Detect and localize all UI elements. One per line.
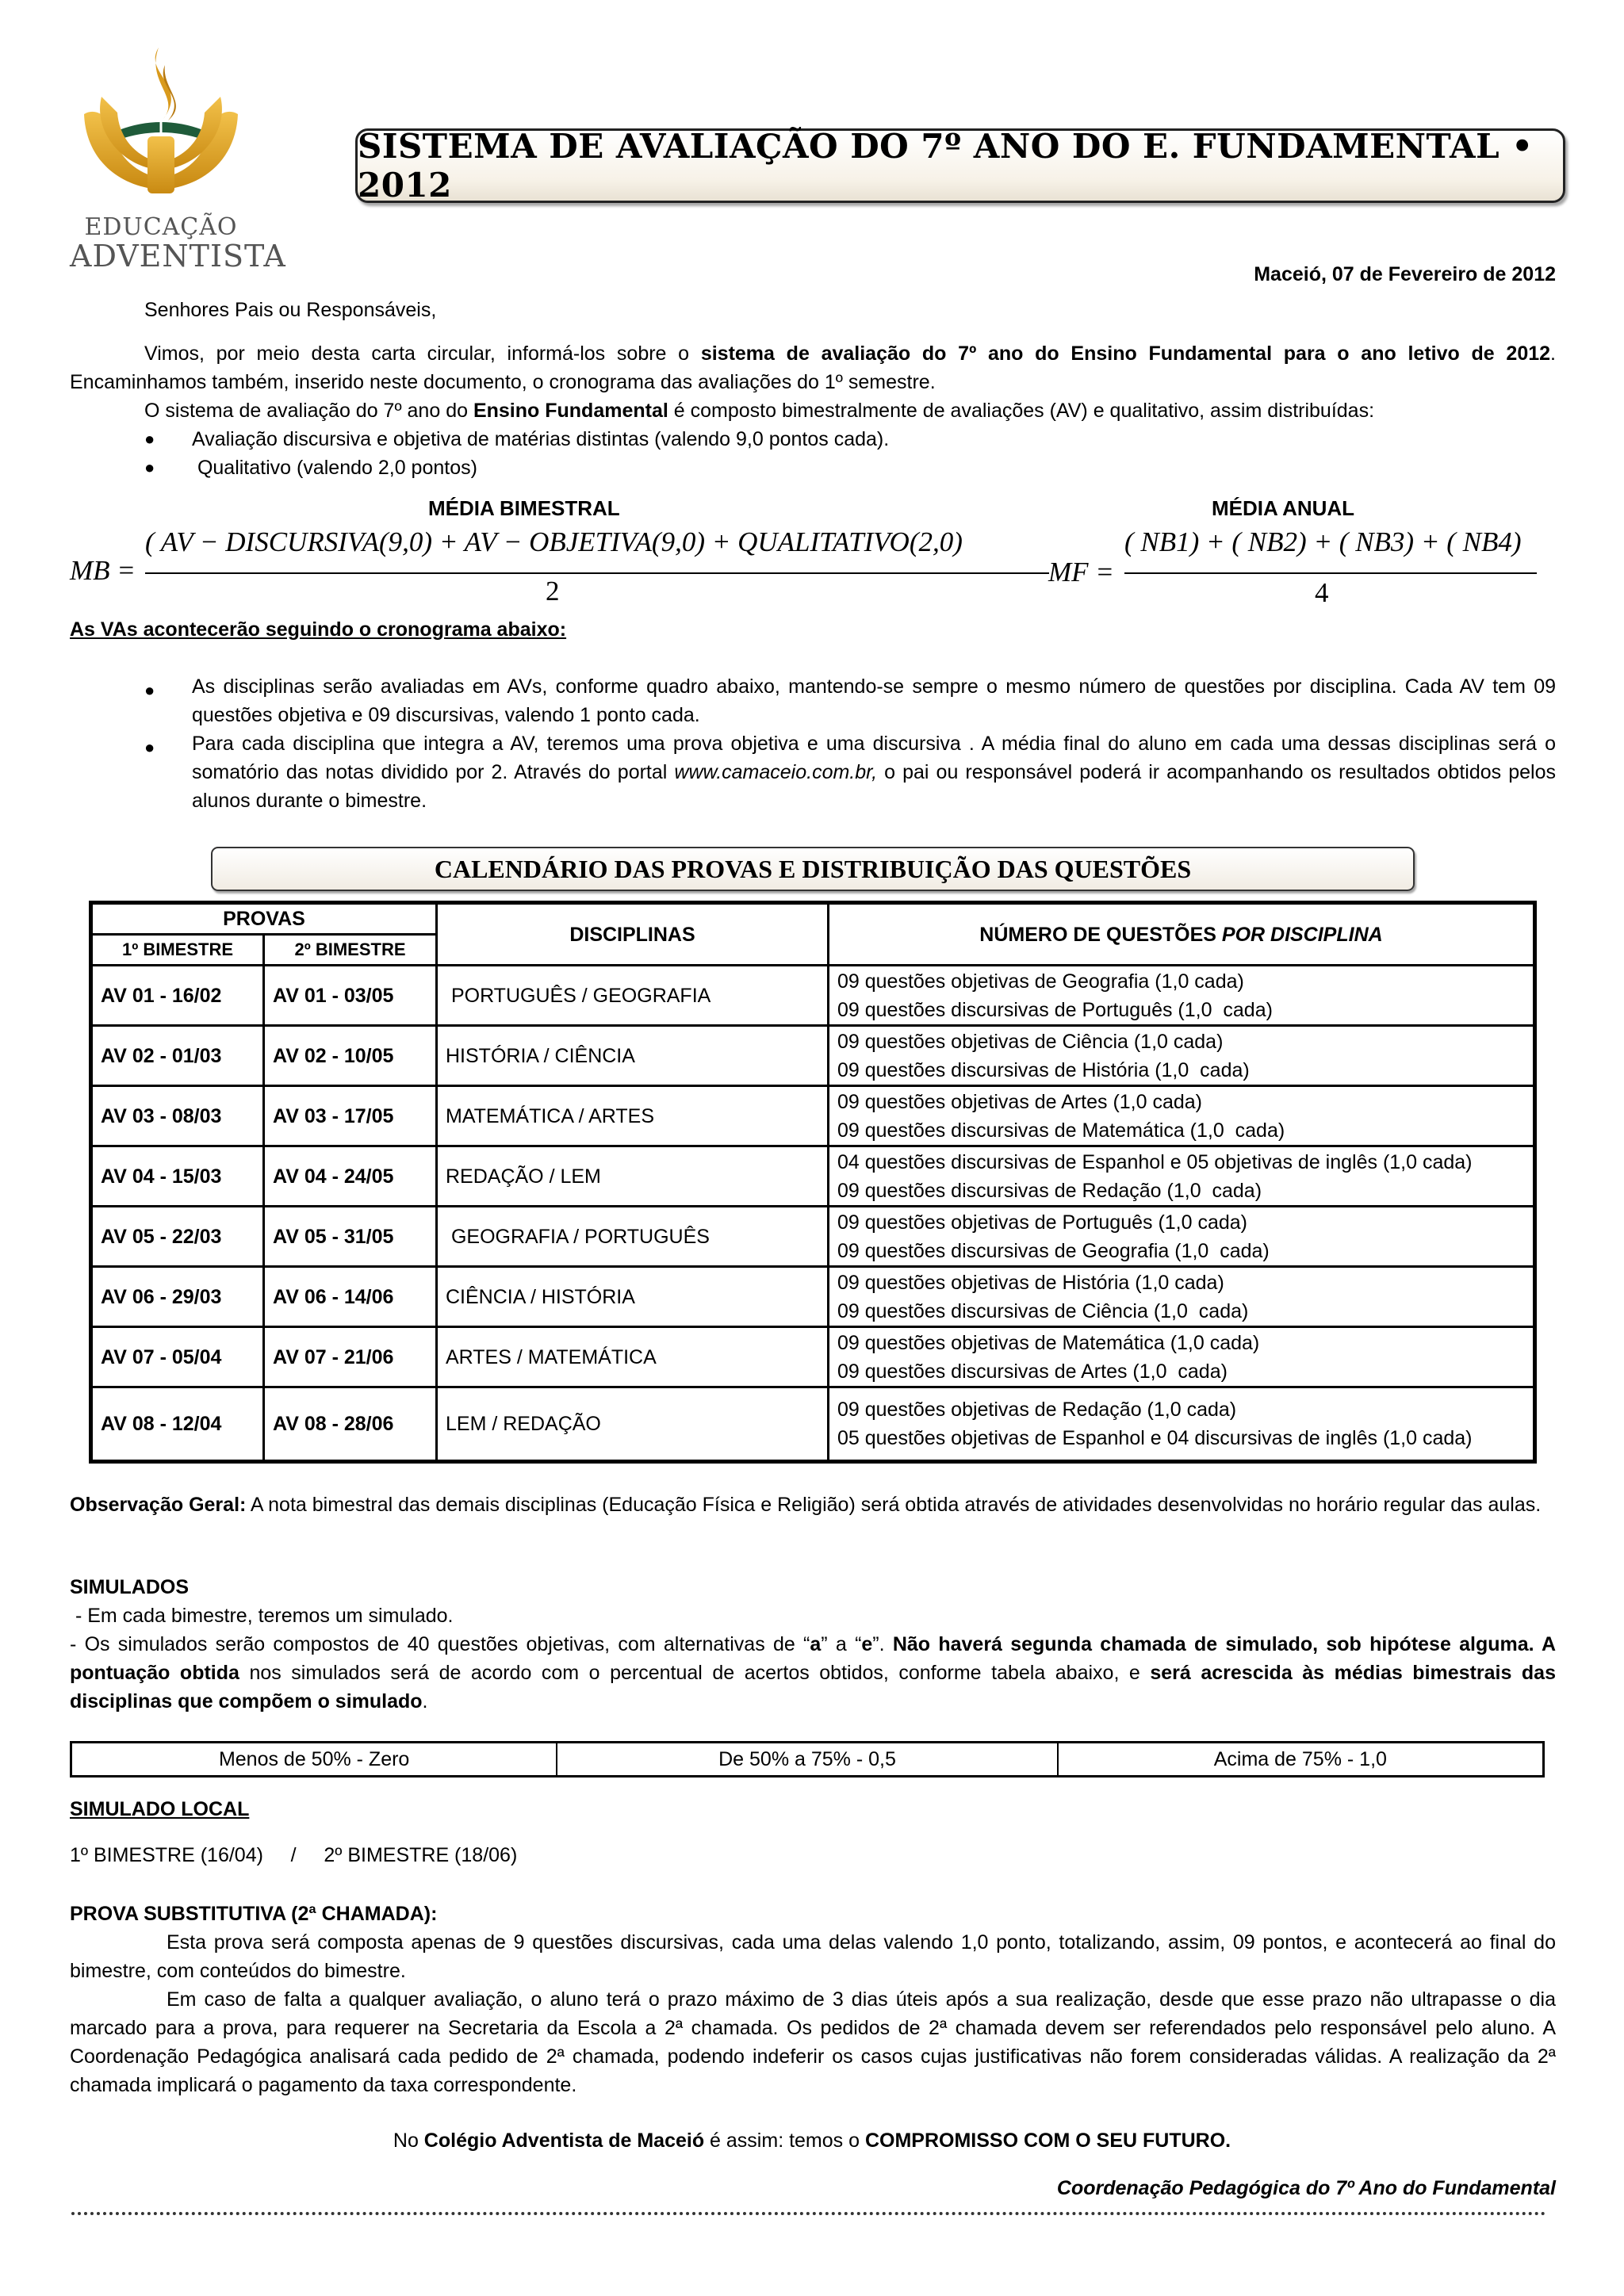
simulados-line-1 xyxy=(70,1601,454,1630)
formula-mf-lhs: MF = xyxy=(1048,557,1114,587)
questoes-line: 09 questões discursivas de Geografia (1,0 cada) xyxy=(837,1239,1270,1262)
intro-paragraph-1 xyxy=(70,339,1556,396)
formula-media-anual xyxy=(1048,526,1556,610)
bullet-icon: ● xyxy=(144,457,155,477)
questoes-line: 09 questões objetivas de História (1,0 cada) xyxy=(837,1271,1224,1294)
signature: Coordenação Pedagógica do 7º Ano do Fundamental xyxy=(1056,2177,1556,2199)
media-anual-title: MÉDIA ANUAL xyxy=(1212,496,1355,520)
exam-calendar-table xyxy=(89,901,1537,1464)
questoes-line: 09 questões discursivas de Português (1,0 cada) xyxy=(837,998,1273,1021)
intro-paragraph-2 xyxy=(144,396,1556,425)
cell-numero-questoes xyxy=(829,1026,1535,1086)
questoes-line: 09 questões discursivas de Redação (1,0 cada) xyxy=(837,1179,1262,1202)
header-provas: PROVAS xyxy=(91,903,437,935)
document-title: SISTEMA DE AVALIAÇÃO DO 7º ANO DO E. FUNDAMENTAL • 2012 xyxy=(355,128,1565,203)
cell-disciplinas: PORTUGUÊS / GEOGRAFIA xyxy=(437,966,829,1026)
simulado-local-heading: SIMULADO LOCAL xyxy=(70,1798,250,1820)
sim-text-end: . xyxy=(422,1690,428,1712)
fraction-line xyxy=(1124,572,1537,574)
cell-2-bimestre: AV 06 - 14/06 xyxy=(264,1267,437,1327)
score-range-mid: De 50% a 75% - 0,5 xyxy=(557,1743,1057,1777)
questoes-line: 09 questões discursivas de História (1,0 cada) xyxy=(837,1058,1250,1081)
formula-mf-denominator: 4 xyxy=(1315,577,1329,608)
sim-bold-e: e xyxy=(861,1633,873,1655)
cell-numero-questoes xyxy=(829,1146,1535,1207)
educacao-adventista-logo xyxy=(70,41,286,274)
cell-1-bimestre: AV 03 - 08/03 xyxy=(91,1086,264,1146)
table-row xyxy=(91,1267,1535,1327)
cell-2-bimestre: AV 04 - 24/05 xyxy=(264,1146,437,1207)
sim-text-d: nos simulados será de acordo com o percentual de acertos obtidos, conforme tabela abaixo, e xyxy=(239,1662,1151,1684)
cell-numero-questoes xyxy=(829,1086,1535,1146)
closing-school: Colégio Adventista de Maceió xyxy=(423,2130,705,2152)
sim-bold-2: será acrescida às médias bimestrais das disciplinas que compõem o simulado xyxy=(70,1662,1556,1712)
greeting: Senhores Pais ou Responsáveis, xyxy=(144,299,437,321)
sim-text-a: - Os simulados serão compostos de 40 questões objetivas, com alternativas de “ xyxy=(70,1633,810,1655)
logo-text-top: EDUCAÇÃO xyxy=(84,213,238,241)
cell-1-bimestre: AV 08 - 12/04 xyxy=(91,1387,264,1462)
simulado-score-table xyxy=(70,1741,1545,1777)
portal-link[interactable]: www.camaceio.com.br, xyxy=(674,761,878,783)
questoes-line: 09 questões discursivas de Artes (1,0 cada) xyxy=(837,1360,1228,1383)
questoes-line: 09 questões objetivas de Ciência (1,0 cada) xyxy=(837,1030,1224,1053)
formula-mb-lhs: MB = xyxy=(70,555,136,586)
cell-2-bimestre: AV 05 - 31/05 xyxy=(264,1207,437,1267)
logo-text-bottom: ADVENTISTA xyxy=(70,239,286,274)
sim-bold-a: a xyxy=(810,1633,822,1655)
cell-2-bimestre: AV 02 - 10/05 xyxy=(264,1026,437,1086)
fraction-line xyxy=(145,572,1049,574)
cell-disciplinas: MATEMÁTICA / ARTES xyxy=(437,1086,829,1146)
header-2-bimestre: 2º BIMESTRE xyxy=(264,935,437,966)
dotted-divider xyxy=(71,2212,1546,2215)
cell-numero-questoes xyxy=(829,1207,1535,1267)
date-line: Maceió, 07 de Fevereiro de 2012 xyxy=(1254,263,1556,285)
header-numero-italic: POR DISCIPLINA xyxy=(1221,923,1383,946)
cell-numero-questoes xyxy=(829,966,1535,1026)
intro-bold: sistema de avaliação do 7º ano do Ensino Fundamental para o ano letivo de 2012 xyxy=(700,342,1551,365)
questoes-line: 09 questões objetivas de Redação (1,0 cada) xyxy=(837,1399,1237,1421)
cell-1-bimestre: AV 01 - 16/02 xyxy=(91,966,264,1026)
sim-text-b: ” a “ xyxy=(821,1633,862,1655)
header-numero-questoes xyxy=(829,903,1535,966)
simulados-line-1-text: - Em cada bimestre, teremos um simulado. xyxy=(75,1605,454,1627)
intro-bullet-1: Avaliação discursiva e objetiva de matérias distintas (valendo 9,0 pontos cada). xyxy=(192,428,890,450)
questoes-line: 09 questões objetivas de Geografia (1,0 cada) xyxy=(837,970,1244,993)
intro-text-end: . Encaminhamos também, inserido neste documento, o cronograma das avaliações do 1º semestre. xyxy=(70,342,1556,393)
formula-mb-numerator: ( AV − DISCURSIVA(9,0) + AV − OBJETIVA(9,0) + QUALITATIVO(2,0) xyxy=(145,526,963,557)
prova-substitutiva-heading: PROVA SUBSTITUTIVA (2ª CHAMADA): xyxy=(70,1903,438,1925)
cell-2-bimestre: AV 07 - 21/06 xyxy=(264,1327,437,1387)
questoes-line: 09 questões objetivas de Português (1,0 cada) xyxy=(837,1211,1248,1234)
header-disciplinas: DISCIPLINAS xyxy=(437,903,829,966)
table-row xyxy=(91,1207,1535,1267)
sim-text-c: ”. xyxy=(872,1633,893,1655)
calendar-title: CALENDÁRIO DAS PROVAS E DISTRIBUIÇÃO DAS QUESTÕES xyxy=(211,847,1415,891)
cell-1-bimestre: AV 06 - 29/03 xyxy=(91,1267,264,1327)
formula-mf-numerator: ( NB1) + ( NB2) + ( NB3) + ( NB4) xyxy=(1124,526,1522,557)
media-bimestral-title: MÉDIA BIMESTRAL xyxy=(428,496,620,520)
schedule-heading: As VAs acontecerão seguindo o cronograma abaixo: xyxy=(70,618,567,641)
schedule-bullet-2-text: Para cada disciplina que integra a AV, teremos uma prova objetiva e uma discursiva . A média final do aluno em cada uma dessas disciplinas será o somatório das notas dividido por 2. Através do portal xyxy=(192,733,1556,783)
cell-1-bimestre: AV 04 - 15/03 xyxy=(91,1146,264,1207)
cell-numero-questoes xyxy=(829,1327,1535,1387)
cell-numero-questoes xyxy=(829,1267,1535,1327)
cell-disciplinas: LEM / REDAÇÃO xyxy=(437,1387,829,1462)
cell-disciplinas: CIÊNCIA / HISTÓRIA xyxy=(437,1267,829,1327)
intro2-bold: Ensino Fundamental xyxy=(473,400,668,422)
closing-text-b: é assim: temos o xyxy=(704,2130,865,2152)
table-row xyxy=(91,966,1535,1026)
table-row xyxy=(91,1026,1535,1086)
questoes-line: 05 questões objetivas de Espanhol e 04 discursivas de inglês (1,0 cada) xyxy=(837,1427,1473,1449)
cell-numero-questoes xyxy=(829,1387,1535,1462)
table-row xyxy=(91,1146,1535,1207)
cell-1-bimestre: AV 07 - 05/04 xyxy=(91,1327,264,1387)
questoes-line: 09 questões objetivas de Artes (1,0 cada) xyxy=(837,1090,1203,1113)
simulado-local-dates: 1º BIMESTRE (16/04) / 2º BIMESTRE (18/06) xyxy=(70,1844,518,1866)
prova-substitutiva-p1: Esta prova será composta apenas de 9 questões discursivas, cada uma delas valendo 1,0 ponto, totalizando, assim, 09 pontos, e acontecerá ao final do bimestre, com conteúdos do bimestre. xyxy=(70,1931,1556,1982)
intro-bullet-2: Qualitativo (valendo 2,0 pontos) xyxy=(192,457,477,479)
closing-motto: COMPROMISSO COM O SEU FUTURO. xyxy=(864,2130,1231,2152)
questoes-line: 09 questões discursivas de Matemática (1,0 cada) xyxy=(837,1119,1285,1142)
score-range-high: Acima de 75% - 1,0 xyxy=(1058,1743,1544,1777)
cell-disciplinas: REDAÇÃO / LEM xyxy=(437,1146,829,1207)
cell-1-bimestre: AV 05 - 22/03 xyxy=(91,1207,264,1267)
formula-media-bimestral xyxy=(70,526,990,607)
cell-1-bimestre: AV 02 - 01/03 xyxy=(91,1026,264,1086)
bullet-icon: ● xyxy=(144,737,155,757)
observacao-geral xyxy=(70,1490,1556,1519)
intro2-text-end: é composto bimestralmente de avaliações (AV) e qualitativo, assim distribuídas: xyxy=(668,400,1375,422)
cell-disciplinas: GEOGRAFIA / PORTUGUÊS xyxy=(437,1207,829,1267)
cell-2-bimestre: AV 01 - 03/05 xyxy=(264,966,437,1026)
bullet-icon: ● xyxy=(144,680,155,700)
cell-disciplinas: HISTÓRIA / CIÊNCIA xyxy=(437,1026,829,1086)
header-numero-text: NÚMERO DE QUESTÕES xyxy=(979,923,1222,946)
intro2-text: O sistema de avaliação do 7º ano do xyxy=(144,400,473,422)
intro-text: Vimos, por meio desta carta circular, informá-los sobre o xyxy=(144,342,701,365)
cell-2-bimestre: AV 03 - 17/05 xyxy=(264,1086,437,1146)
closing-line xyxy=(0,2126,1624,2155)
table-row xyxy=(91,1086,1535,1146)
cell-2-bimestre: AV 08 - 28/06 xyxy=(264,1387,437,1462)
questoes-line: 09 questões discursivas de Ciência (1,0 cada) xyxy=(837,1299,1249,1322)
bullet-icon: ● xyxy=(144,429,155,449)
observacao-label: Observação Geral: xyxy=(70,1494,247,1516)
score-range-low: Menos de 50% - Zero xyxy=(71,1743,557,1777)
prova-substitutiva-p2: Em caso de falta a qualquer avaliação, o aluno terá o prazo máximo de 3 dias úteis após a sua realização, desde que esse prazo não ultrapasse o dia marcado para a prova, para requerer na Secretaria da Escola a 2ª chamada. Os pedidos de 2ª chamada devem ser referendados pelo responsável pelo aluno. A Coordenação Pedagógica analisará cada pedido de 2ª chamada, podendo indeferir os casos cujas justificativas não forem consideradas válidas. A realização da 2ª chamada implicará o pagamento da taxa correspondente. xyxy=(70,1988,1556,2096)
schedule-bullet-1: As disciplinas serão avaliadas em AVs, conforme quadro abaixo, mantendo-se sempre o mesmo número de questões por disciplina. Cada AV tem 09 questões objetiva e 09 discursivas, valendo 1 ponto cada. xyxy=(192,675,1556,726)
simulados-line-2 xyxy=(70,1630,1556,1716)
observacao-text: A nota bimestral das demais disciplinas (Educação Física e Religião) será obtida através de atividades desenvolvidas no horário regular das aulas. xyxy=(246,1494,1542,1516)
simulados-heading: SIMULADOS xyxy=(70,1576,189,1598)
table-row xyxy=(91,1387,1535,1462)
questoes-line: 09 questões objetivas de Matemática (1,0 cada) xyxy=(837,1331,1260,1354)
questoes-line: 04 questões discursivas de Espanhol e 05 objetivas de inglês (1,0 cada) xyxy=(837,1150,1473,1173)
cell-disciplinas: ARTES / MATEMÁTICA xyxy=(437,1327,829,1387)
formula-mb-denominator: 2 xyxy=(546,576,560,607)
flame-hands-emblem-icon xyxy=(70,41,252,208)
header-1-bimestre: 1º BIMESTRE xyxy=(91,935,264,966)
schedule-bullet-2 xyxy=(192,729,1556,815)
closing-text-a: No xyxy=(393,2130,424,2152)
table-row xyxy=(91,1327,1535,1387)
schedule-bullet-2-text-end: o pai ou responsável poderá ir acompanhando os resultados obtidos pelos alunos durante o bimestre. xyxy=(192,761,1556,812)
sim-bold-1: Não haverá segunda chamada de simulado, sob hipótese alguma. A pontuação obtida xyxy=(70,1633,1556,1684)
